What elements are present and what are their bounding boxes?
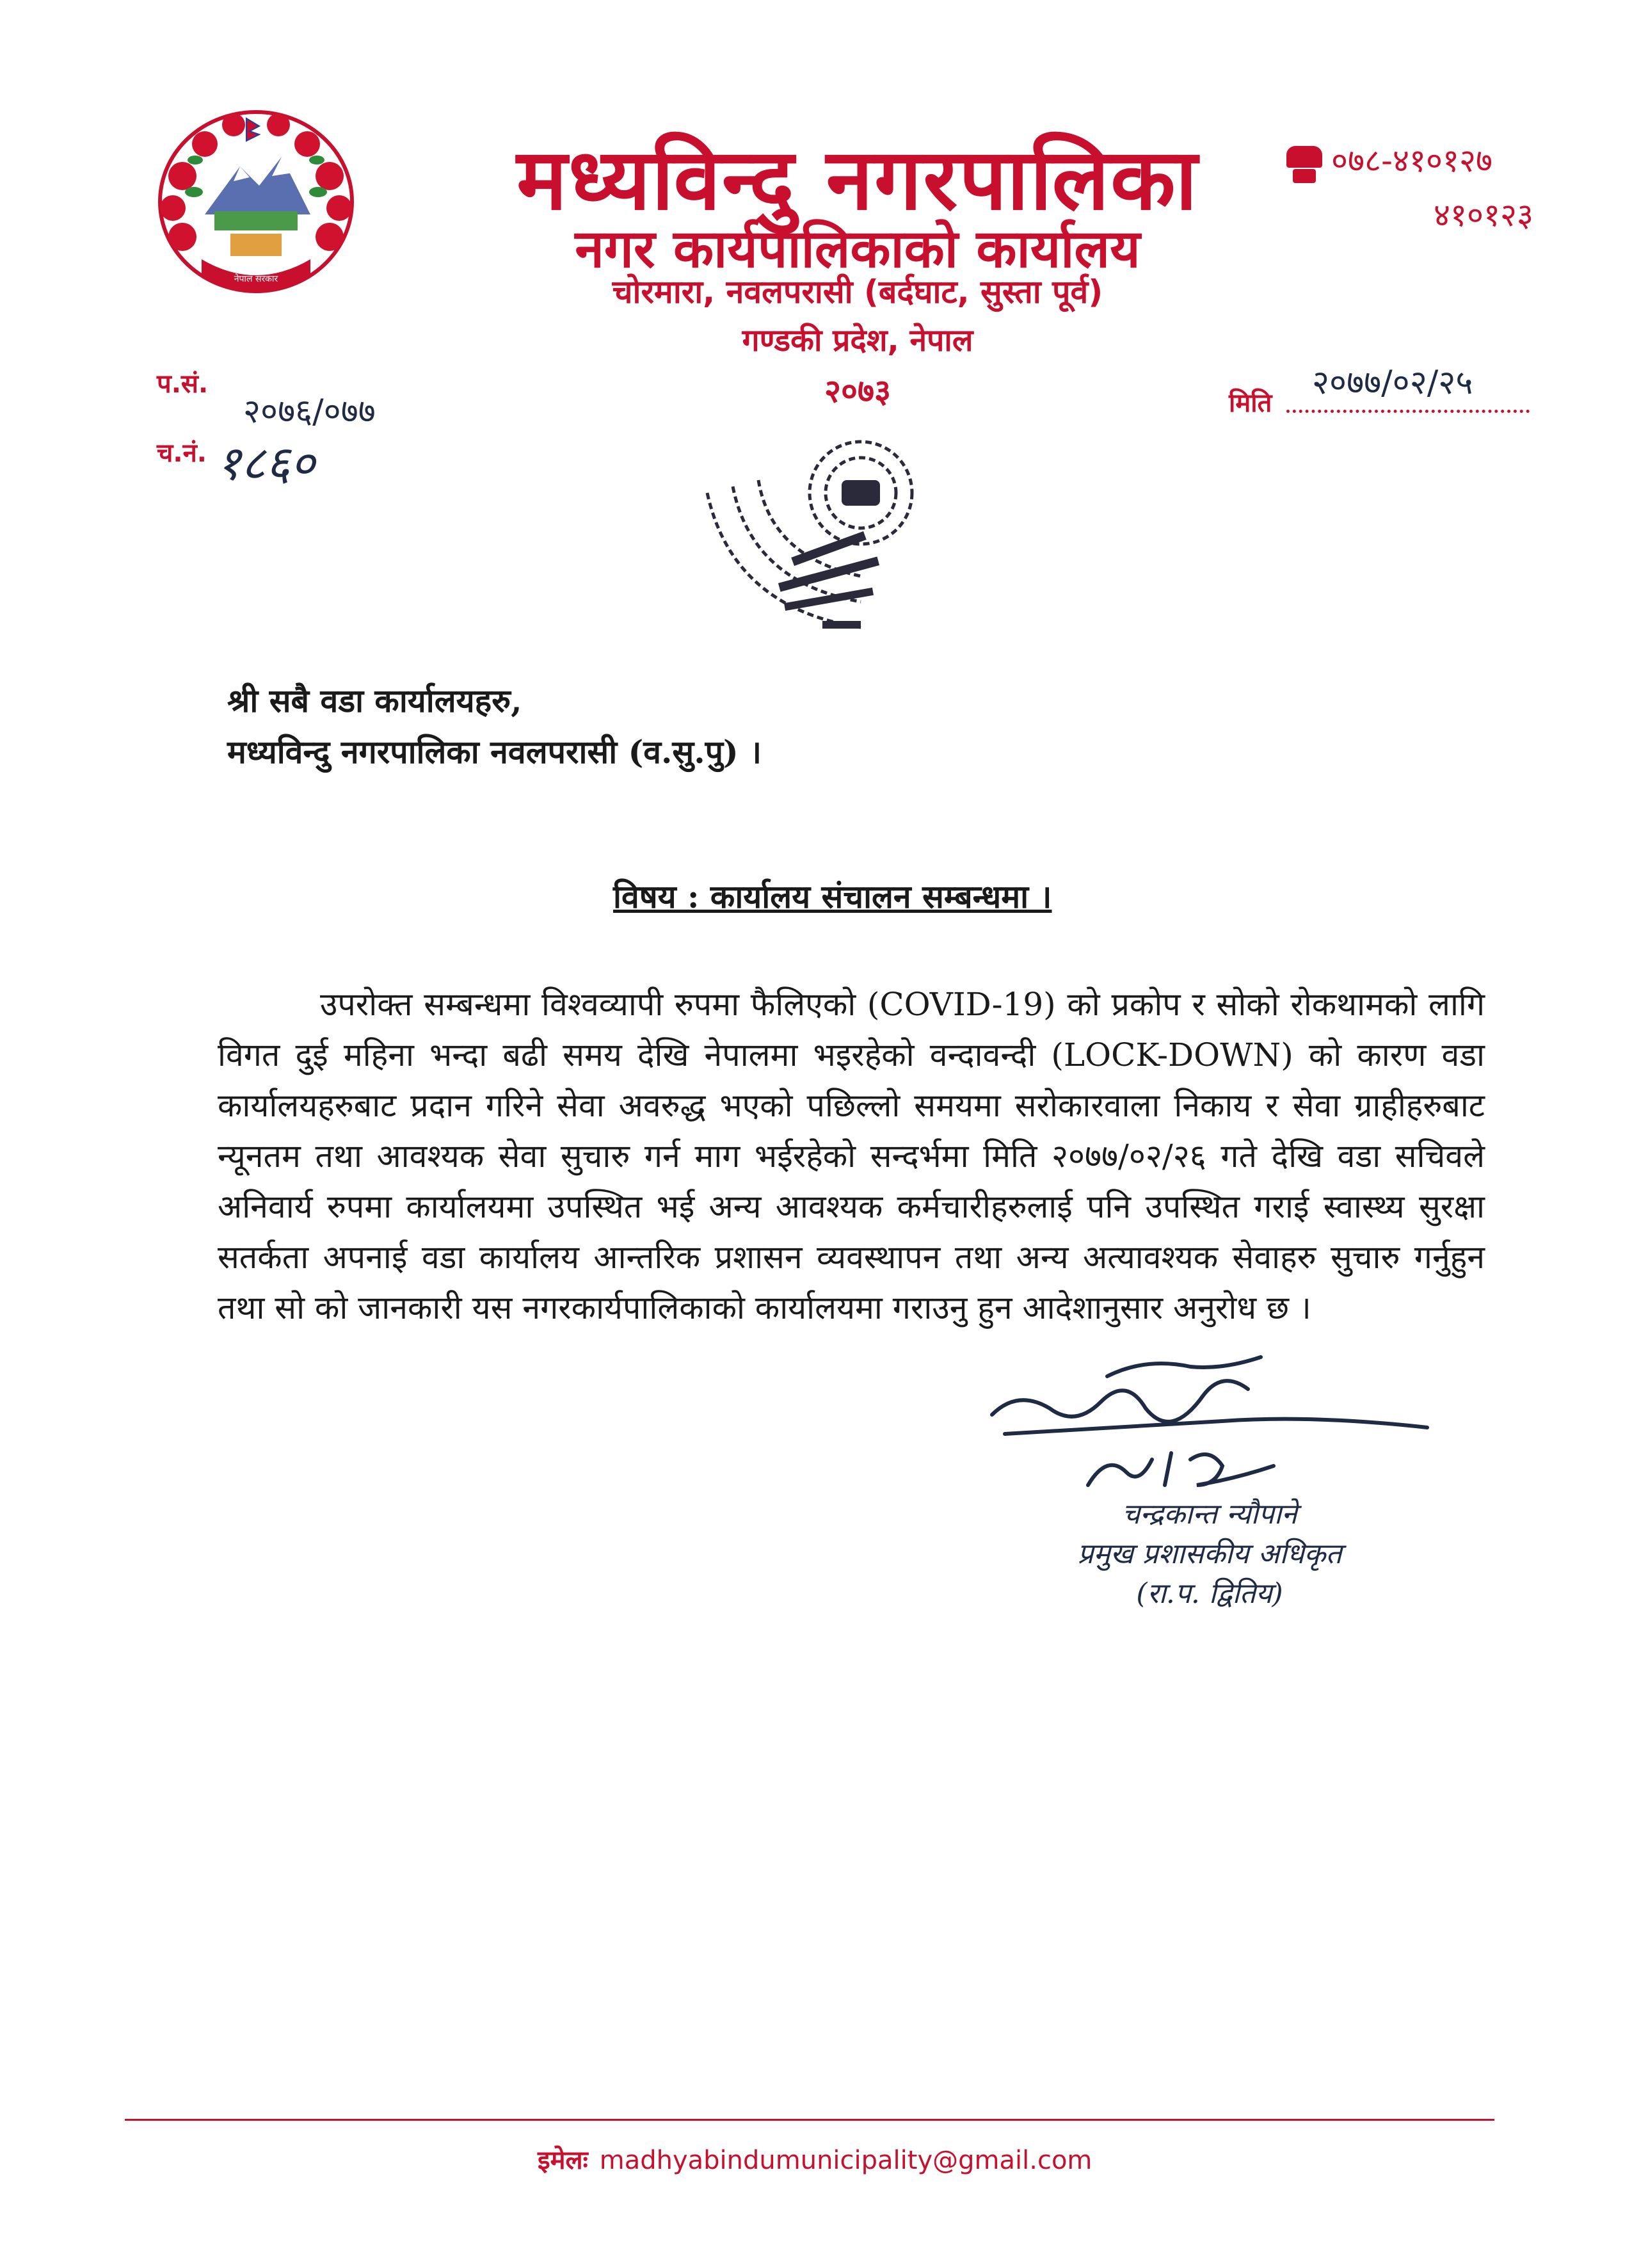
address-line-1: चोरमारा, नवलपरासी (बर्दघाट, सुस्ता पूर्व) [612,273,1103,310]
ref-number: २०७६/०७७ [243,392,376,431]
signatory-block [1011,1495,1408,1614]
phone-number-1: ०७८-४१०१२७ [1331,142,1493,179]
date-dotted-line [1286,410,1530,413]
email-label: इमेलः [538,2146,588,2175]
emblem-motto: नेपाल सरकार [234,274,278,284]
municipality-name: मध्यविन्दु नगरपालिका [516,131,1199,229]
footer-divider [125,2119,1494,2121]
handwritten-signature [979,1331,1440,1498]
phone-icon [1286,146,1322,168]
email-address[interactable]: madhyabindumunicipality@gmail.com [599,2146,1092,2175]
subject-line: विषय : कार्यालय संचालन सम्बन्धमा । [613,878,1052,915]
dispatch-label: च.नं. [157,438,207,468]
addressee-line-1: श्री सबै वडा कार्यालयहरु, [227,682,522,720]
signature-date-note [1139,1440,1140,1441]
ref-label: प.सं. [157,369,209,399]
office-name: नगर कार्यपालिकाको कार्यालय [575,219,1140,280]
date-label: मिति [1229,389,1272,418]
signatory-name: चन्द्रकान्त न्यौपाने [1122,1498,1297,1531]
dispatch-number: १८६० [216,436,315,491]
addressee-line-2: मध्यविन्दु नगरपालिका नवलपरासी (व.सु.पु) । [227,733,762,771]
footer-email [538,2141,1092,2176]
signatory-title: प्रमुख प्रशासकीय अधिकृत [1077,1538,1342,1570]
established-year: २०७३ [824,373,891,410]
address-line-2: गण्डकी प्रदेश, नेपाल [742,323,973,358]
signatory-grade: (रा.प. द्वितिय) [1136,1577,1283,1610]
office-stamp [694,416,963,659]
phone-number-2: ४१०१२३ [1434,197,1533,234]
date-value: २०७७/०२/२५ [1312,364,1473,402]
addressee-block [227,675,762,778]
nepal-emblem-logo [144,106,368,323]
letter-body: उपरोक्त सम्बन्धमा विश्वव्यापी रुपमा फैलिएको (COVID-19) को प्रकोप र सोको रोकथामको लागि विगत दुई महिना भन्दा बढी समय देखि नेपालमा भइरहेको वन्दावन्दी (LOCK-DOWN) को कारण वडा कार्यालयहरुबाट प्रदान गरिने सेवा अवरुद्ध भएको पछिल्लो समयमा सरोकारवाला निकाय र सेवा ग्राहीहरुबाट न्यूनतम तथा आवश्यक सेवा सुचारु गर्न माग भईरहेको सन्दर्भमा मिति २०७७/०२/२६ गते देखि वडा सचिवले अनिवार्य रुपमा कार्यालयमा उपस्थित भई अन्य आवश्यक कर्मचारीहरुलाई पनि उपस्थित गराई स्वास्थ्य सुरक्षा सतर्कता अपनाई वडा कार्यालय आन्तरिक प्रशासन व्यवस्थापन तथा अन्य अत्यावश्यक सेवाहरु सुचारु गर्नुहुन तथा सो को जानकारी यस नगरकार्यपालिकाको कार्यालयमा गराउनु हुन आदेशानुसार अनुरोध छ । [218,986,1485,1326]
